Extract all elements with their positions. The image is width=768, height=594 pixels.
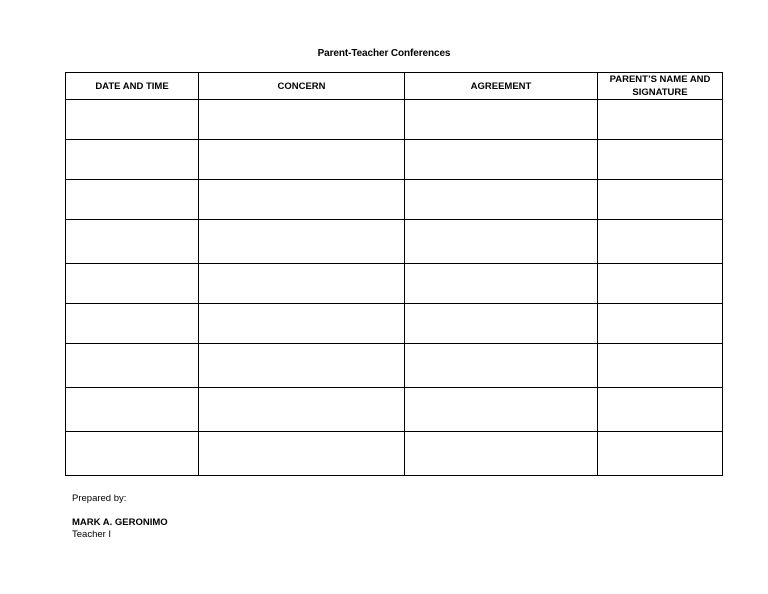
table-cell bbox=[598, 432, 723, 476]
table-row bbox=[66, 220, 723, 264]
table-cell bbox=[66, 388, 199, 432]
table-row bbox=[66, 100, 723, 140]
table-cell bbox=[598, 180, 723, 220]
table-row bbox=[66, 304, 723, 344]
table-cell bbox=[66, 140, 199, 180]
prepared-by-label: Prepared by: bbox=[72, 493, 127, 504]
table-cell bbox=[598, 100, 723, 140]
table-cell bbox=[66, 220, 199, 264]
prepared-by-block bbox=[72, 493, 168, 540]
conference-log-table bbox=[65, 72, 723, 476]
table-cell bbox=[405, 220, 598, 264]
table-cell bbox=[199, 388, 405, 432]
table-cell bbox=[598, 344, 723, 388]
table-row bbox=[66, 264, 723, 304]
table-row bbox=[66, 140, 723, 180]
table-cell bbox=[199, 220, 405, 264]
table-cell bbox=[199, 100, 405, 140]
table-cell bbox=[405, 388, 598, 432]
table-cell bbox=[598, 220, 723, 264]
header-date-and-time: DATE AND TIME bbox=[66, 73, 199, 100]
teacher-name: MARK A. GERONIMO bbox=[72, 517, 168, 528]
table-cell bbox=[199, 432, 405, 476]
table-cell bbox=[405, 432, 598, 476]
table-row bbox=[66, 432, 723, 476]
table-cell bbox=[199, 344, 405, 388]
table-cell bbox=[199, 140, 405, 180]
table-cell bbox=[405, 264, 598, 304]
table-header-row bbox=[66, 73, 723, 100]
table-row bbox=[66, 388, 723, 432]
header-parent-name-signature: PARENT’S NAME AND SIGNATURE bbox=[598, 73, 723, 100]
table-cell bbox=[405, 100, 598, 140]
table-cell bbox=[405, 304, 598, 344]
table-cell bbox=[66, 180, 199, 220]
table-cell bbox=[598, 388, 723, 432]
table-cell bbox=[598, 264, 723, 304]
table-cell bbox=[405, 344, 598, 388]
table-row bbox=[66, 344, 723, 388]
table-cell bbox=[66, 432, 199, 476]
table-cell bbox=[405, 180, 598, 220]
table-row bbox=[66, 180, 723, 220]
table-cell bbox=[199, 304, 405, 344]
table-cell bbox=[66, 344, 199, 388]
document-title: Parent-Teacher Conferences bbox=[317, 48, 451, 59]
table-cell bbox=[598, 304, 723, 344]
table-cell bbox=[405, 140, 598, 180]
table-cell bbox=[598, 140, 723, 180]
table-cell bbox=[66, 100, 199, 140]
table-cell bbox=[66, 264, 199, 304]
table-cell bbox=[66, 304, 199, 344]
header-agreement: AGREEMENT bbox=[405, 73, 598, 100]
table-cell bbox=[199, 180, 405, 220]
teacher-role: Teacher I bbox=[72, 529, 112, 540]
table-cell bbox=[199, 264, 405, 304]
header-concern: CONCERN bbox=[199, 73, 405, 100]
